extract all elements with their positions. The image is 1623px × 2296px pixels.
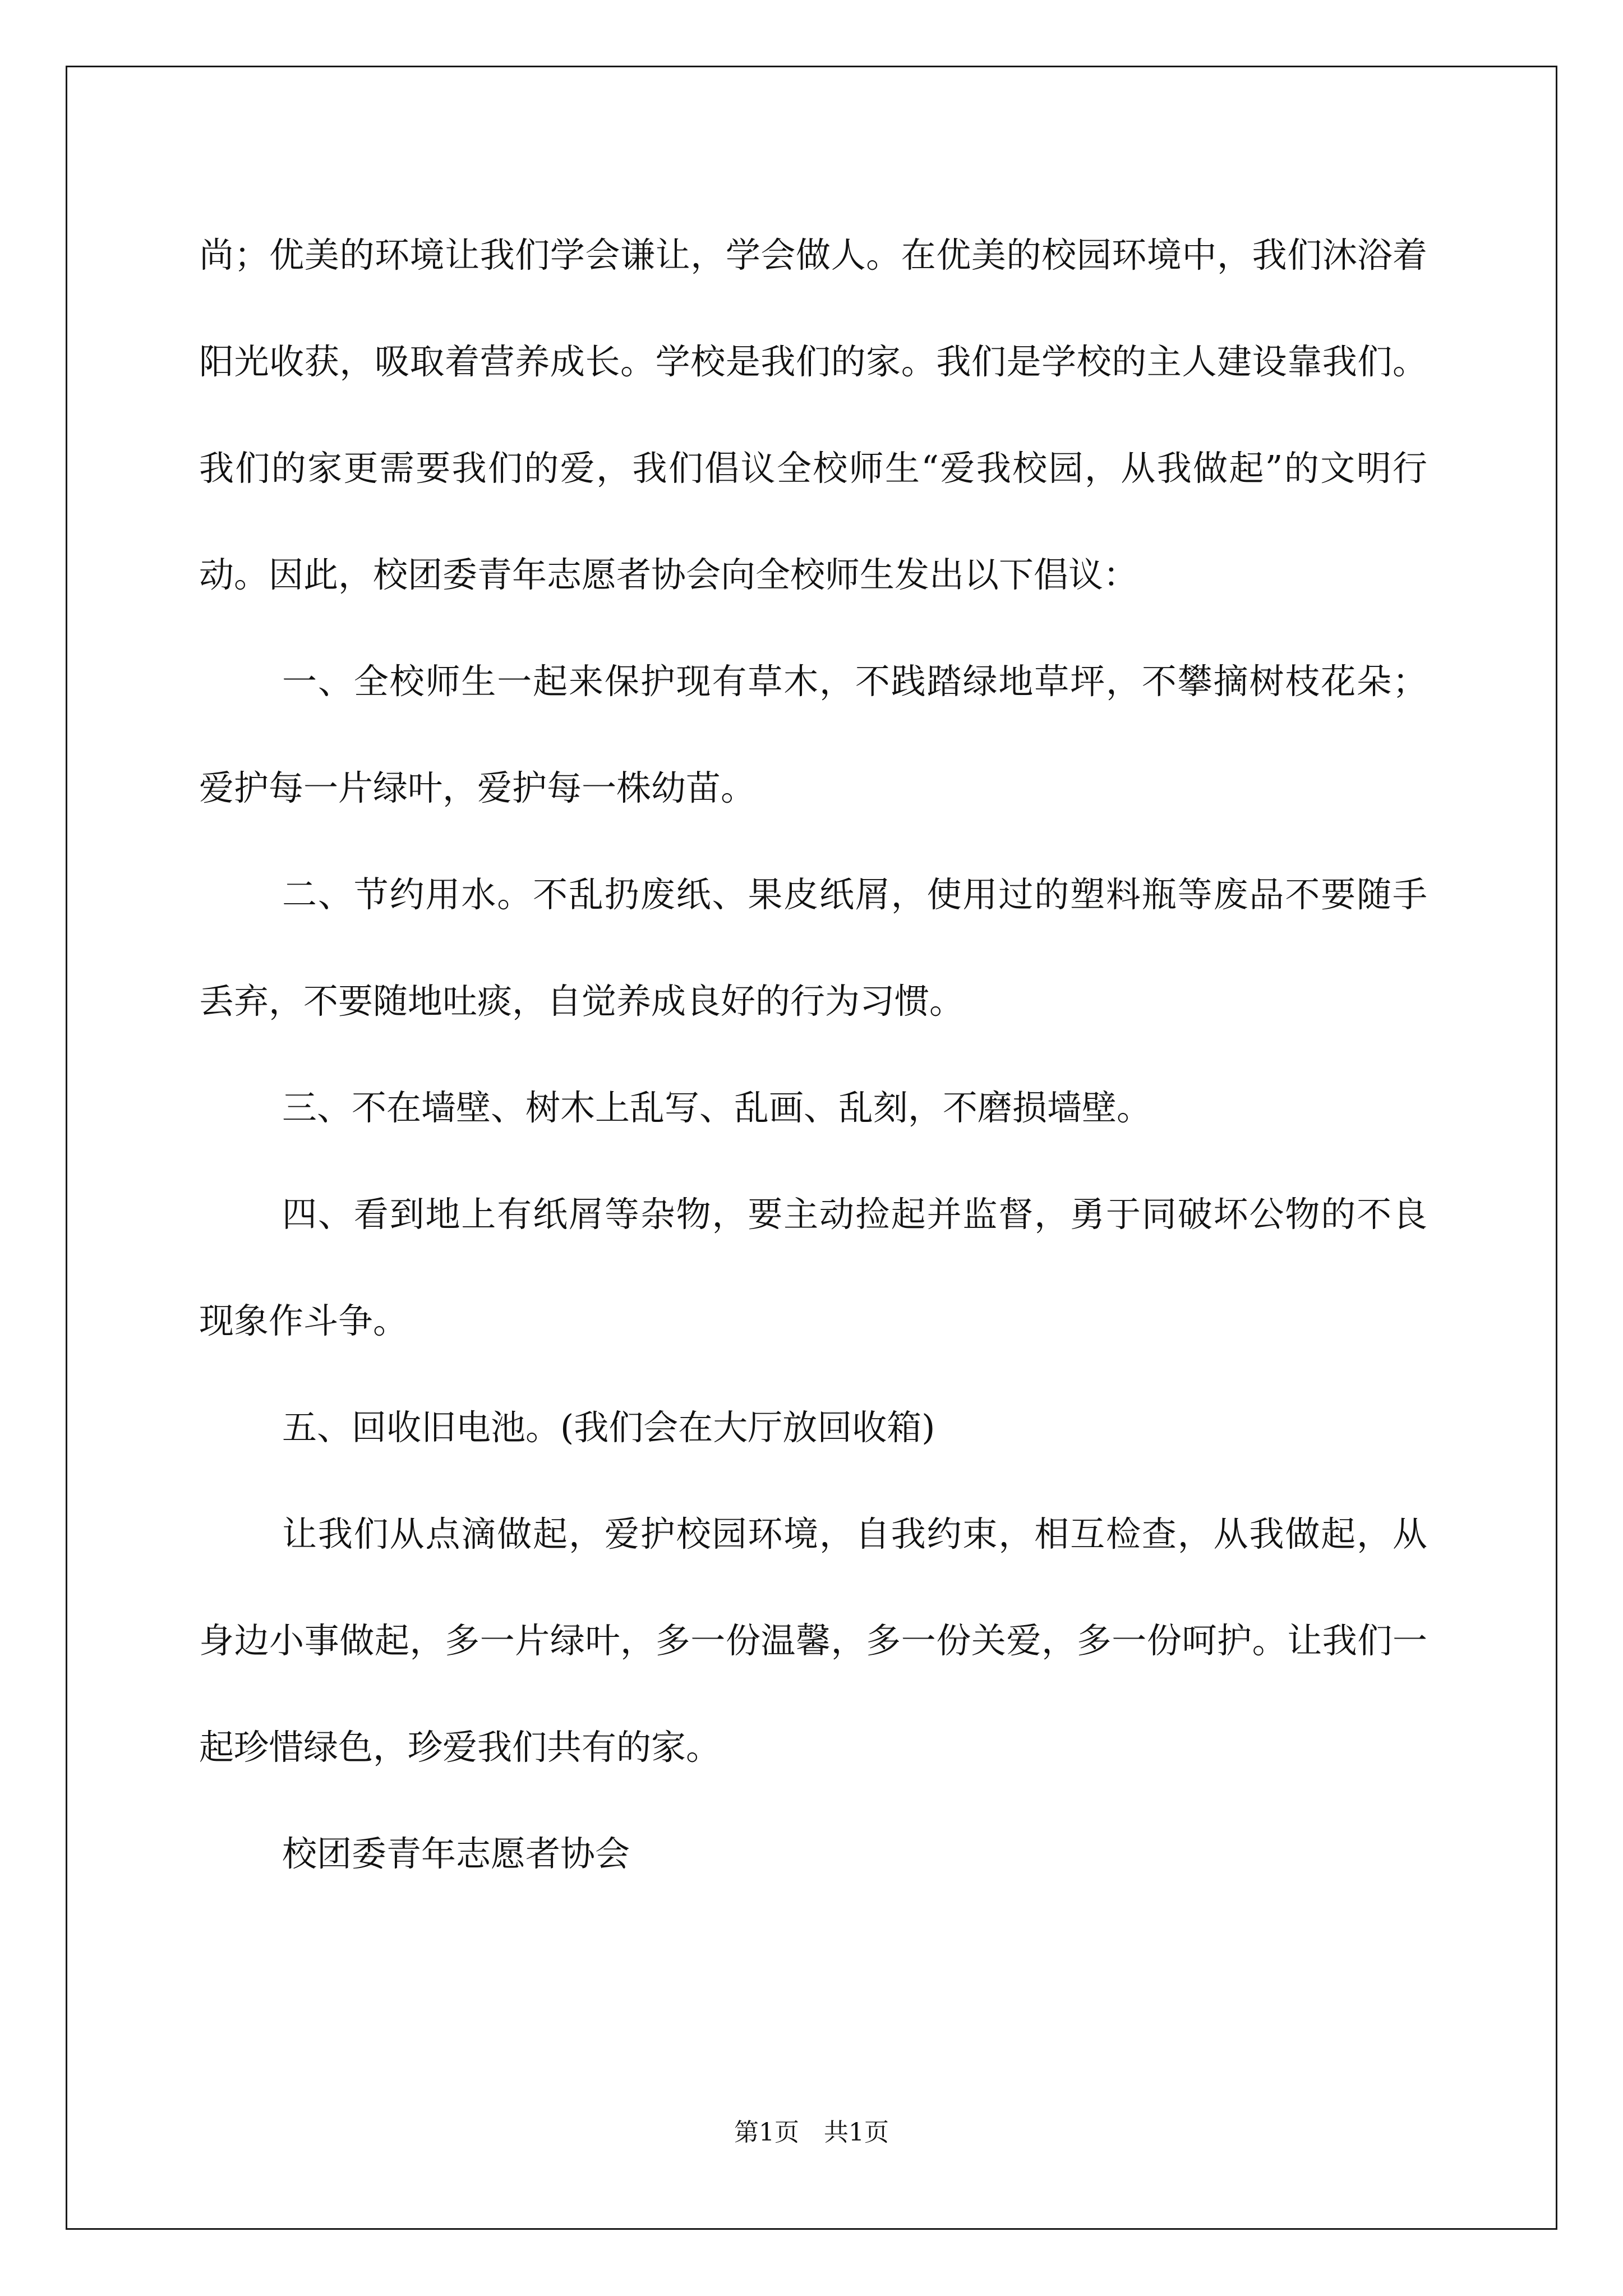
paragraph-intro: 尚；优美的环境让我们学会谦让，学会做人。在优美的校园环境中，我们沐浴着阳光收获，吸取着营养成长。学校是我们的家。我们是学校的主人建设靠我们。我们的家更需要我们的爱，我们倡议全校师生“爱我校园，从我做起”的文明行动。因此，校团委青年志愿者协会向全校师生发出以下倡议： xyxy=(199,234,1427,595)
signature-organization: 校团委青年志愿者协会 xyxy=(282,1833,630,1874)
page-footer xyxy=(0,2116,1623,2150)
paragraph-proposal-4: 四、看到地上有纸屑等杂物，要主动捡起并监督，勇于同破坏公物的不良现象作斗争。 xyxy=(199,1194,1427,1341)
document-body xyxy=(199,202,1427,1907)
paragraph-proposal-1: 一、全校师生一起来保护现有草木，不践踏绿地草坪，不攀摘树枝花朵；爱护每一片绿叶，爱护每一株幼苗。 xyxy=(199,661,1427,808)
paragraph-closing: 让我们从点滴做起，爱护校园环境，自我约束，相互检查，从我做起，从身边小事做起，多一片绿叶，多一份温馨，多一份关爱，多一份呵护。让我们一起珍惜绿色，珍爱我们共有的家。 xyxy=(199,1513,1427,1768)
paragraph-proposal-3: 三、不在墙壁、树木上乱写、乱画、乱刻，不磨损墙壁。 xyxy=(282,1087,1152,1128)
paragraph-proposal-5: 五、回收旧电池。(我们会在大厅放回收箱) xyxy=(282,1407,935,1448)
page-number-label: 第1页 共1页 xyxy=(734,2118,889,2147)
paragraph-proposal-2: 二、节约用水。不乱扔废纸、果皮纸屑，使用过的塑料瓶等废品不要随手丢弃，不要随地吐痰，自觉养成良好的行为习惯。 xyxy=(199,874,1427,1022)
